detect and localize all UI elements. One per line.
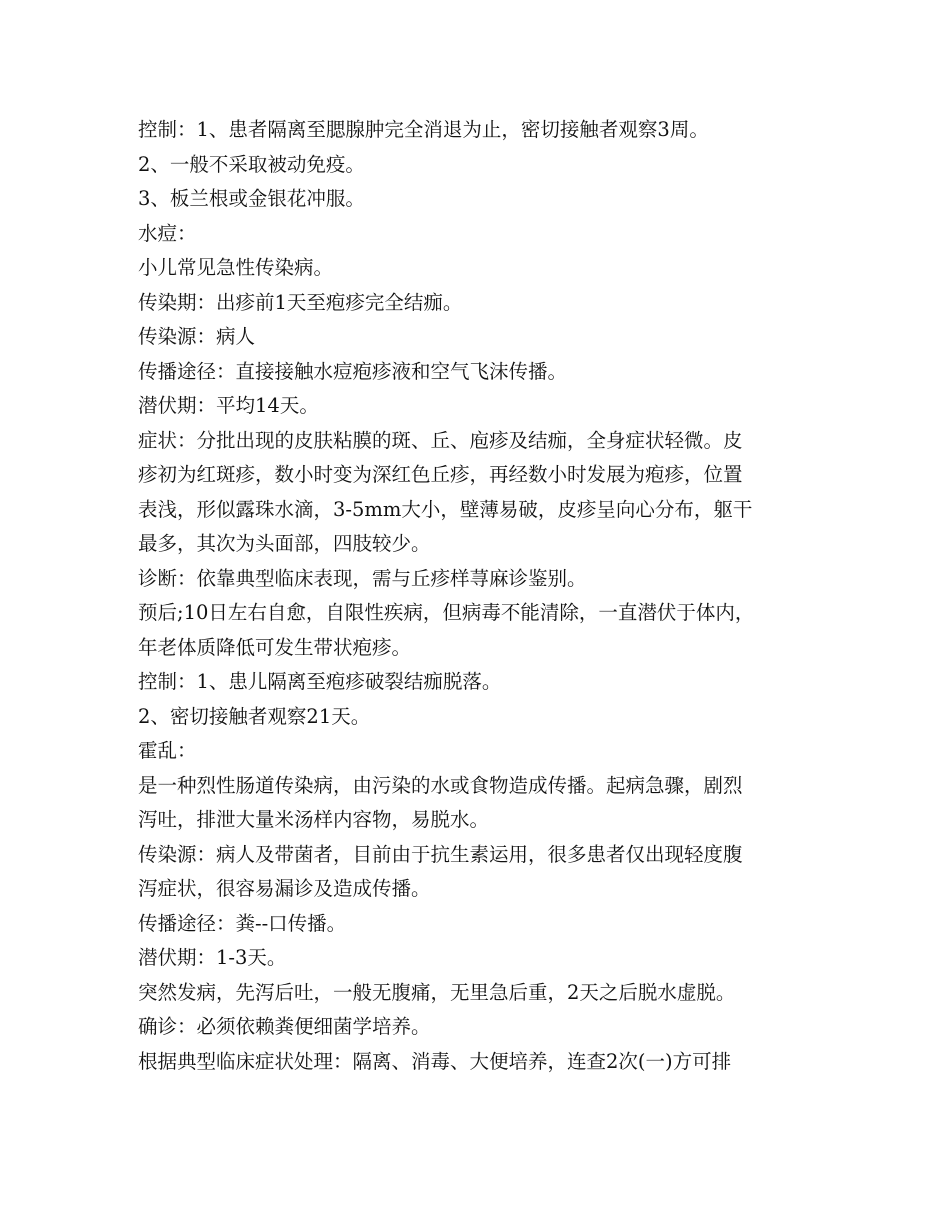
- text-line: 控制：1、患儿隔离至疱疹破裂结痂脱落。: [138, 670, 502, 693]
- text-line: 症状：分批出现的皮肤粘膜的斑、丘、庖疹及结痂，全身症状轻微。皮: [138, 428, 743, 452]
- text-line: 控制：1、患者隔离至腮腺肿完全消退为止，密切接触者观察3周。: [138, 118, 709, 141]
- text-line: 年老体质降低可发生带状疱疹。: [138, 635, 412, 659]
- text-line: 潜伏期：1-3天。: [138, 946, 287, 969]
- text-line: 3、板兰根或金银花冲服。: [138, 187, 365, 210]
- section-heading: 霍乱：: [138, 739, 197, 762]
- text-line: 突然发病，先泻后吐，一般无腹痛，无里急后重，2天之后脱水虚脱。: [138, 980, 736, 1004]
- text-line: 泻吐，排泄大量米汤样内容物，易脱水。: [138, 808, 490, 831]
- text-line: 根据典型临床症状处理：隔离、消毒、大便培养，连查2次(一)方可排: [138, 1049, 732, 1073]
- text-line: 确诊：必须依赖粪便细菌学培养。: [138, 1015, 431, 1038]
- text-line: 疹初为红斑疹，数小时变为深红色丘疹，再经数小时发展为疱疹，位置: [138, 463, 743, 486]
- text-line: 传染期：出疹前1天至疱疹完全结痂。: [138, 290, 463, 314]
- text-line: 2、密切接触者观察21天。: [138, 704, 371, 728]
- text-line: 传染源：病人及带菌者，目前由于抗生素运用，很多患者仅出现轻度腹: [138, 842, 743, 866]
- text-line: 传染源：病人: [138, 325, 256, 348]
- text-line: 传播途径：粪--口传播。: [138, 911, 347, 935]
- text-line: 传播途径：直接接触水痘疱疹液和空气飞沫传播。: [138, 359, 568, 383]
- text-line: 是一种烈性肠道传染病，由污染的水或食物造成传播。起病急骤，剧烈: [138, 773, 743, 797]
- document-body: [138, 113, 828, 1079]
- text-line: 最多，其次为头面部，四肢较少。: [138, 532, 431, 555]
- text-line: 2、一般不采取被动免疫。: [138, 152, 365, 176]
- section-heading: 水痘：: [138, 221, 197, 245]
- text-line: 小儿常见急性传染病。: [138, 256, 334, 279]
- text-line: 预后;10日左右自愈，自限性疾病，但病毒不能清除，一直潜伏于体内，: [138, 601, 755, 624]
- text-line: 泻症状，很容易漏诊及造成传播。: [138, 877, 431, 900]
- text-line: 诊断：依靠典型临床表现，需与丘疹样荨麻诊鉴别。: [138, 566, 587, 590]
- text-line: 潜伏期：平均14天。: [138, 394, 319, 417]
- text-line: 表浅，形似露珠水滴，3-5mm大小，壁薄易破，皮疹呈向心分布，躯干: [138, 497, 753, 521]
